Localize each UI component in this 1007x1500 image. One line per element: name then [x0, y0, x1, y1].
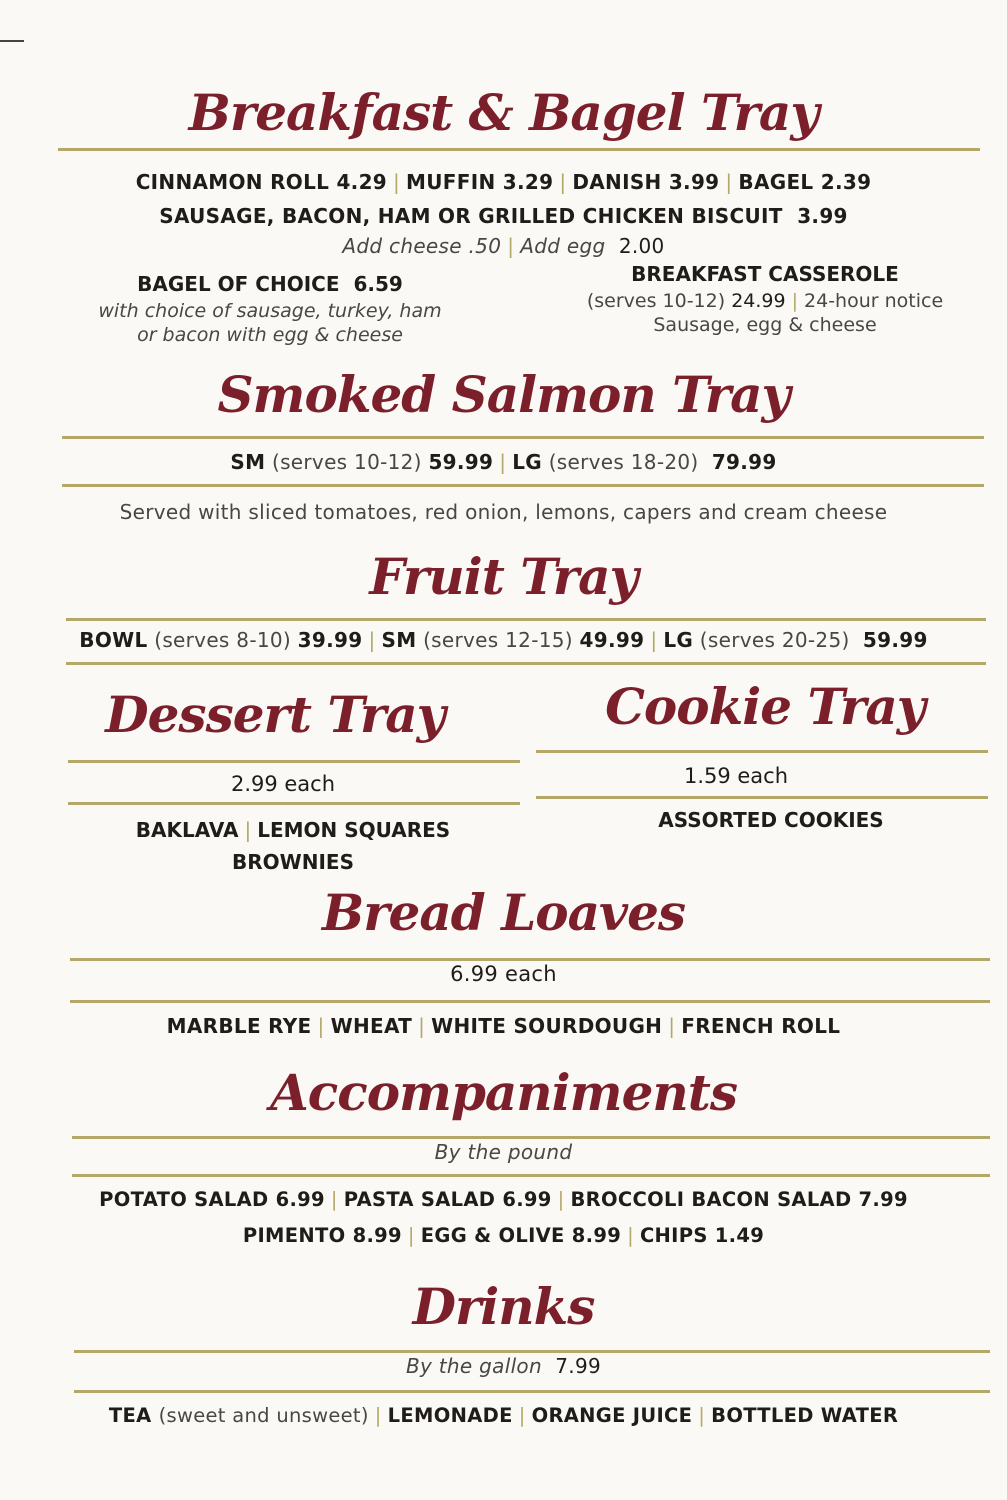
item-price: 3.99 [668, 170, 720, 194]
bread-item: MARBLE RYE [166, 1014, 312, 1038]
item-price: 24.99 [731, 290, 786, 312]
size-price: 49.99 [579, 628, 645, 652]
separator: | [518, 1404, 526, 1427]
fruit-rule-bottom [66, 662, 986, 665]
size-serves: (serves 18-20) [548, 450, 699, 474]
separator: | [627, 1224, 634, 1247]
bagel-of-choice [60, 272, 480, 346]
drinks-rule-bottom [74, 1390, 990, 1393]
salmon-desc: Served with sliced tomatoes, red onion, lemons, capers and cream cheese [119, 500, 888, 524]
dessert-item: BROWNIES [232, 850, 354, 874]
accompaniments-line1 [0, 1188, 1007, 1211]
item-price: 3.29 [502, 170, 554, 194]
drinks-title: Drinks [412, 1277, 595, 1336]
item-name: BAGEL [738, 170, 814, 194]
item-price: 2.39 [820, 170, 872, 194]
separator: | [557, 1188, 565, 1211]
drinks-subtitle-line [0, 1354, 1007, 1378]
item-desc: Sausage, egg & cheese [653, 314, 877, 336]
separator: | [368, 628, 376, 652]
dessert-items [68, 818, 518, 842]
separator: | [393, 170, 401, 194]
item-name: MUFFIN [406, 170, 496, 194]
separator: | [330, 1188, 338, 1211]
drink-item: ORANGE JUICE [531, 1404, 693, 1427]
separator: | [244, 818, 252, 842]
separator: | [668, 1014, 676, 1038]
cookie-rule-top [536, 750, 988, 753]
fruit-rule-top [66, 618, 986, 621]
size-label: LG [663, 628, 694, 652]
breakfast-line1 [0, 170, 1007, 194]
size-label: LG [512, 450, 543, 474]
salmon-sizes [0, 450, 1007, 474]
size-price: 59.99 [862, 628, 928, 652]
dessert-item: LEMON SQUARES [257, 818, 451, 842]
corner-mark [0, 40, 24, 42]
item-desc: or bacon with egg & cheese [137, 324, 403, 346]
separator: | [407, 1224, 415, 1247]
cookie-item: ASSORTED COOKIES [658, 808, 884, 832]
item-price: 8.99 [571, 1224, 622, 1247]
cookie-rule-bottom [536, 796, 988, 799]
size-serves: (serves 20-25) [699, 628, 850, 652]
size-serves: (serves 8-10) [154, 628, 291, 652]
item-price: 3.99 [797, 204, 848, 228]
breakfast-title: Breakfast & Bagel Tray [188, 83, 819, 142]
item-name: BAGEL OF CHOICE [137, 272, 340, 296]
item-price: 7.99 [858, 1188, 908, 1211]
dessert-title: Dessert Tray [105, 685, 445, 744]
bread-item: FRENCH ROLL [681, 1014, 841, 1038]
drink-item: BOTTLED WATER [711, 1404, 899, 1427]
drink-item: TEA [108, 1404, 152, 1427]
drink-note: (sweet and unsweet) [158, 1404, 369, 1427]
bread-items [0, 1014, 1007, 1038]
separator: | [791, 290, 799, 312]
item-price: 8.99 [352, 1224, 402, 1247]
separator: | [507, 234, 515, 258]
size-serves: (serves 12-15) [423, 628, 573, 652]
biscuit-line [0, 204, 1007, 228]
accompaniments-title: Accompaniments [270, 1063, 737, 1122]
item-notice: 24-hour notice [804, 290, 944, 312]
addon-egg-price: 2.00 [618, 234, 665, 258]
size-serves: (serves 10-12) [271, 450, 422, 474]
drinks-price: 7.99 [555, 1354, 602, 1378]
item-price: 6.99 [275, 1188, 325, 1211]
bread-title: Bread Loaves [321, 883, 686, 942]
item-price: 6.59 [353, 272, 403, 296]
separator: | [698, 1404, 706, 1427]
separator: | [317, 1014, 325, 1038]
size-price: 79.99 [711, 450, 777, 474]
item-name: PIMENTO [242, 1224, 346, 1247]
bread-item: WHEAT [330, 1014, 413, 1038]
salmon-title: Smoked Salmon Tray [217, 365, 790, 424]
item-name: EGG & OLIVE [420, 1224, 565, 1247]
accompaniments-rule-top [72, 1136, 990, 1139]
separator: | [725, 170, 733, 194]
bread-item: WHITE SOURDOUGH [431, 1014, 663, 1038]
fruit-title: Fruit Tray [369, 547, 638, 606]
size-label: SM [230, 450, 266, 474]
fruit-sizes [0, 628, 1007, 652]
separator: | [499, 450, 507, 474]
addons-line [0, 234, 1007, 258]
size-label: BOWL [79, 628, 148, 652]
size-price: 39.99 [297, 628, 363, 652]
addon-egg: Add egg [520, 234, 606, 258]
separator: | [650, 628, 658, 652]
salmon-rule-bottom [62, 484, 984, 487]
item-price: 1.49 [714, 1224, 765, 1247]
bread-rule-bottom [70, 1000, 990, 1003]
drink-item: LEMONADE [387, 1404, 513, 1427]
item-name: BREAKFAST CASSEROLE [631, 262, 899, 286]
bread-rule-top [70, 958, 990, 961]
size-price: 59.99 [428, 450, 494, 474]
salmon-rule-top [62, 436, 984, 439]
item-name: PASTA SALAD [343, 1188, 496, 1211]
accompaniments-line2 [0, 1224, 1007, 1247]
item-desc: with choice of sausage, turkey, ham [98, 300, 442, 322]
separator: | [418, 1014, 426, 1038]
breakfast-casserole [540, 262, 990, 336]
cookie-title: Cookie Tray [605, 677, 925, 736]
item-name: DANISH [572, 170, 662, 194]
item-serves: (serves 10-12) [586, 290, 726, 312]
item-name: SAUSAGE, BACON, HAM OR GRILLED CHICKEN BISCUIT [159, 204, 783, 228]
dessert-item: BAKLAVA [135, 818, 239, 842]
item-name: POTATO SALAD [99, 1188, 269, 1211]
drinks-items [0, 1404, 1007, 1427]
item-price: 4.29 [336, 170, 387, 194]
bread-price: 6.99 each [450, 962, 557, 986]
item-name: BROCCOLI BACON SALAD [570, 1188, 852, 1211]
drinks-rule-top [74, 1350, 990, 1353]
accompaniments-subtitle: By the pound [434, 1140, 573, 1164]
breakfast-rule [58, 148, 980, 151]
cookie-price: 1.59 each [683, 764, 789, 788]
drinks-subtitle: By the gallon [405, 1354, 542, 1378]
accompaniments-rule-bottom [72, 1174, 990, 1177]
item-name: CHIPS [639, 1224, 708, 1247]
dessert-rule-bottom [68, 802, 520, 805]
dessert-rule-top [68, 760, 520, 763]
dessert-price: 2.99 each [230, 772, 336, 796]
item-price: 6.99 [502, 1188, 552, 1211]
size-label: SM [381, 628, 417, 652]
separator: | [559, 170, 567, 194]
separator: | [374, 1404, 382, 1427]
addon-cheese: Add cheese .50 [342, 234, 502, 258]
item-name: CINNAMON ROLL [135, 170, 330, 194]
